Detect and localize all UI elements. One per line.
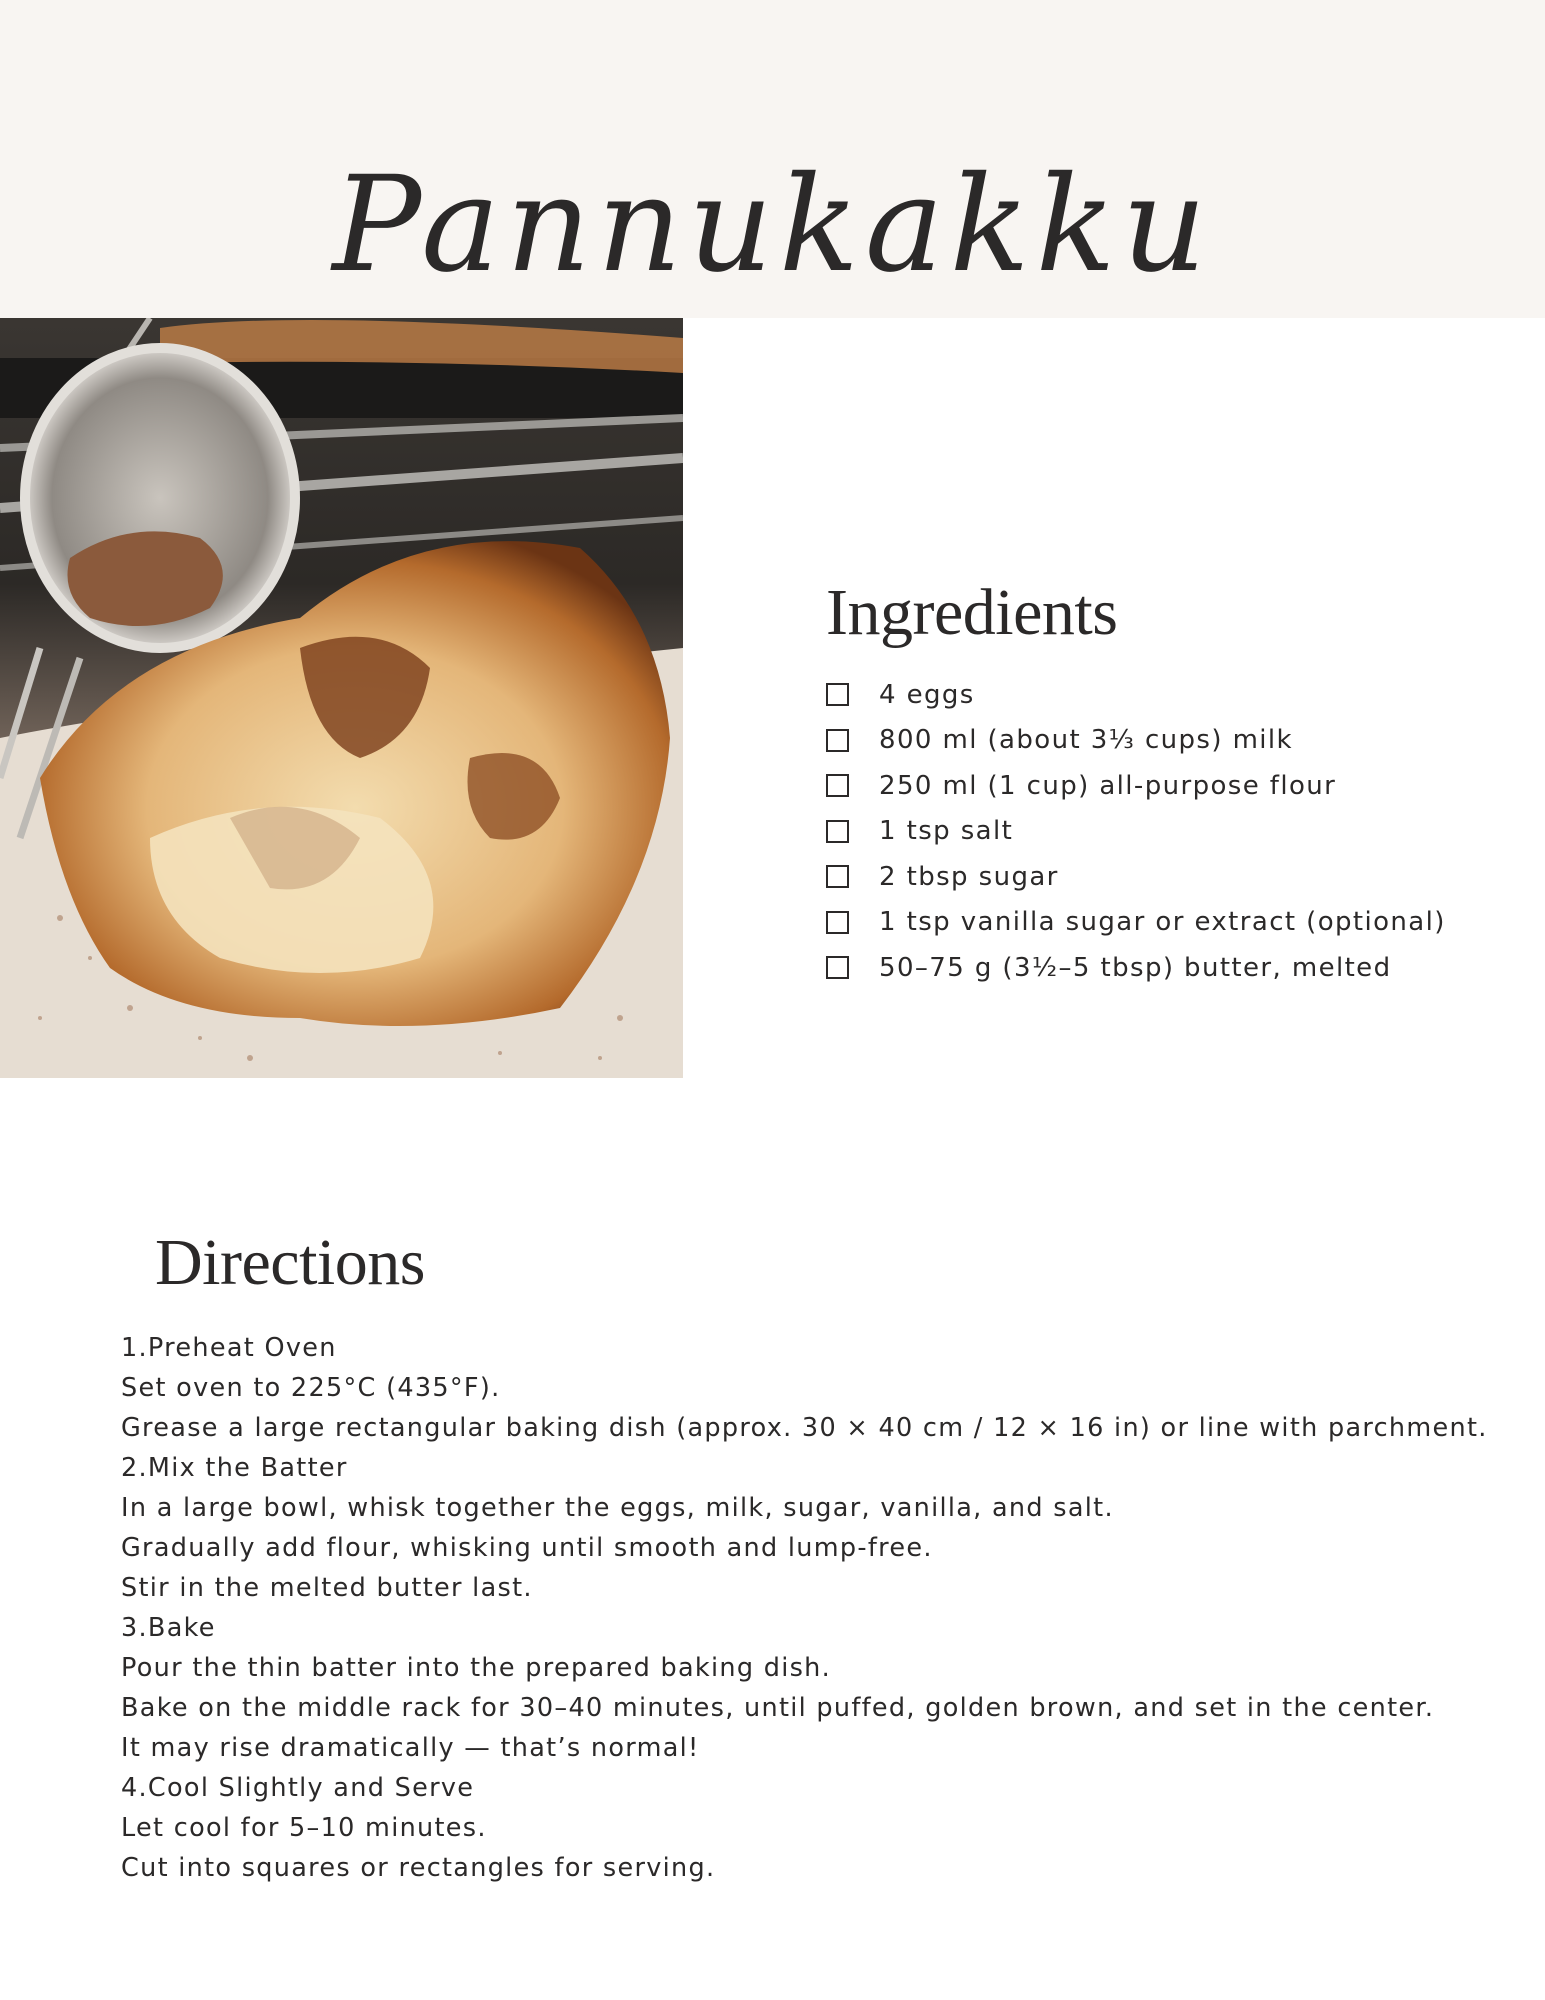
- ingredient-text: 1 tsp vanilla sugar or extract (optional): [879, 907, 1446, 938]
- direction-step-title: 4.Cool Slightly and Serve: [121, 1773, 475, 1803]
- direction-line: In a large bowl, whisk together the eggs, milk, sugar, vanilla, and salt.: [121, 1493, 1114, 1523]
- direction-line: Set oven to 225°C (435°F).: [121, 1373, 501, 1403]
- direction-line: Cut into squares or rectangles for serving.: [121, 1853, 716, 1883]
- checkbox[interactable]: [826, 911, 849, 934]
- direction-line: Stir in the melted butter last.: [121, 1573, 533, 1603]
- directions-heading: Directions: [155, 1225, 425, 1299]
- ingredient-item: [826, 854, 1446, 900]
- ingredient-item: [826, 900, 1446, 946]
- direction-line: Grease a large rectangular baking dish (approx. 30 × 40 cm / 12 × 16 in) or line with parchment.: [121, 1413, 1488, 1443]
- direction-step-title: 3.Bake: [121, 1613, 216, 1643]
- direction-line: Pour the thin batter into the prepared baking dish.: [121, 1653, 832, 1683]
- ingredient-item: [826, 945, 1446, 991]
- ingredient-text: 250 ml (1 cup) all-purpose flour: [879, 770, 1337, 801]
- ingredient-item: [826, 809, 1446, 855]
- checkbox[interactable]: [826, 683, 849, 706]
- ingredient-text: 1 tsp salt: [879, 816, 1014, 847]
- ingredients-list: [826, 672, 1446, 991]
- checkbox[interactable]: [826, 865, 849, 888]
- ingredient-text: 50–75 g (3½–5 tbsp) butter, melted: [879, 952, 1392, 983]
- directions-text: [121, 1328, 1521, 1888]
- ingredient-text: 2 tbsp sugar: [879, 861, 1059, 892]
- recipe-title: Pannukakku: [332, 148, 1213, 303]
- direction-step-title: 1.Preheat Oven: [121, 1333, 337, 1363]
- checkbox[interactable]: [826, 956, 849, 979]
- direction-step-title: 2.Mix the Batter: [121, 1453, 348, 1483]
- ingredient-text: 4 eggs: [879, 679, 975, 710]
- direction-line: Gradually add flour, whisking until smooth and lump-free.: [121, 1533, 933, 1563]
- ingredient-item: [826, 672, 1446, 718]
- direction-line: It may rise dramatically — that’s normal!: [121, 1733, 700, 1763]
- ingredient-text: 800 ml (about 3⅓ cups) milk: [879, 725, 1294, 756]
- ingredients-heading: Ingredients: [826, 575, 1118, 649]
- checkbox[interactable]: [826, 774, 849, 797]
- checkbox[interactable]: [826, 820, 849, 843]
- ingredient-item: [826, 763, 1446, 809]
- ingredient-item: [826, 718, 1446, 764]
- direction-line: Bake on the middle rack for 30–40 minutes, until puffed, golden brown, and set in the center.: [121, 1693, 1435, 1723]
- direction-line: Let cool for 5–10 minutes.: [121, 1813, 487, 1843]
- checkbox[interactable]: [826, 729, 849, 752]
- pannukakku-photo: [0, 318, 683, 1078]
